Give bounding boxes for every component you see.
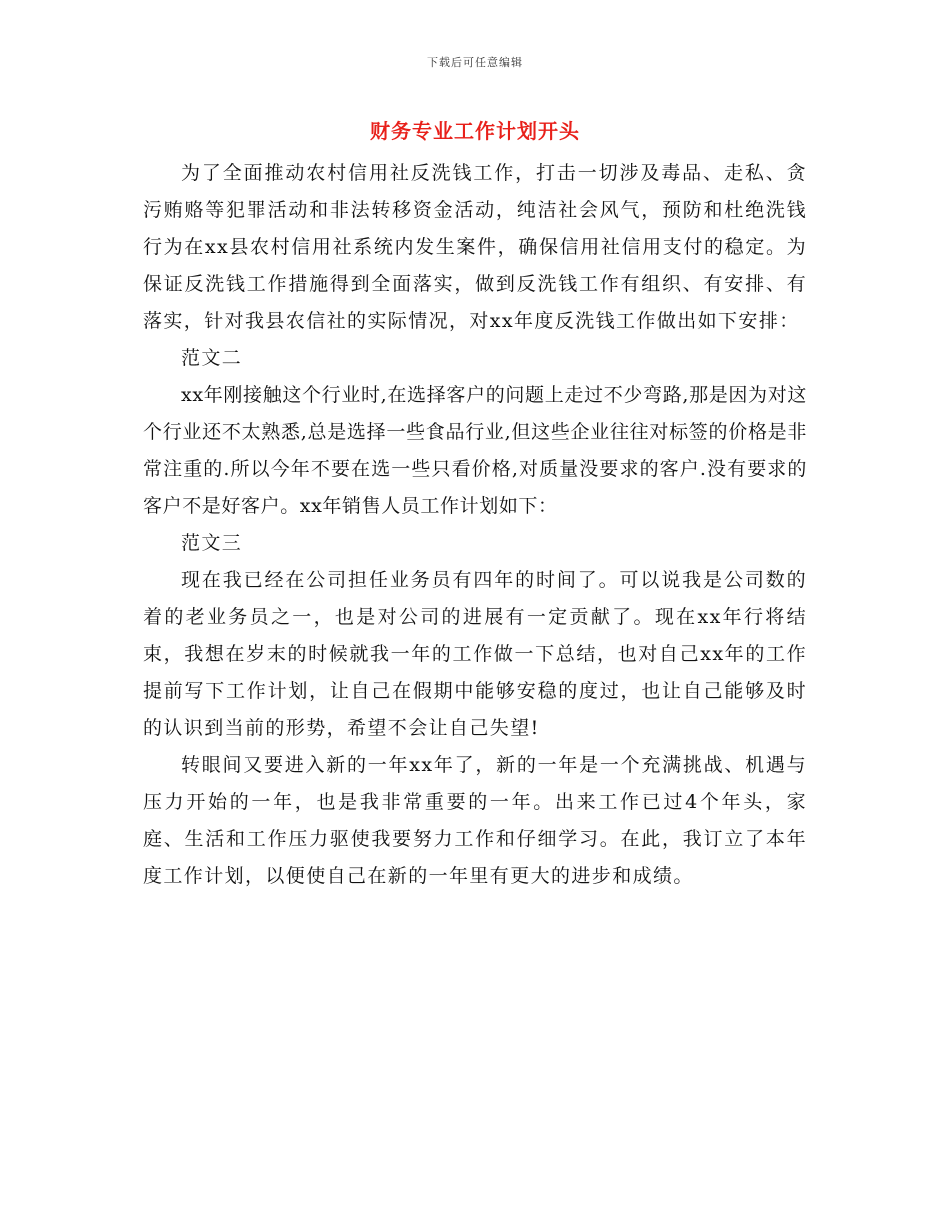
page-header-note: 下载后可任意编辑 — [427, 56, 523, 69]
section-label-3: 范文三 — [181, 532, 243, 554]
paragraph-intro: 为了全面推动农村信用社反洗钱工作，打击一切涉及毒品、走私、贪污贿赂等犯罪活动和非法转移资金活动，纯洁社会风气，预防和杜绝洗钱行为在xx县农村信用社系统内发生案件，确保信用社信用支付的稳定。为保证反洗钱工作措施得到全面落实，做到反洗钱工作有组织、有安排、有落实，针对我县农信社的实际情况，对xx年度反洗钱工作做出如下安排： — [143, 162, 807, 332]
paragraph-sample-3: 现在我已经在公司担任业务员有四年的时间了。可以说我是公司数的着的老业务员之一，也是对公司的进展有一定贡献了。现在xx年行将结束，我想在岁末的时候就我一年的工作做一下总结，也对自己xx年的工作提前写下工作计划，让自己在假期中能够安稳的度过，也让自己能够及时的认识到当前的形势，希望不会让自己失望! — [143, 569, 807, 739]
document-body — [143, 155, 807, 895]
document-title: 财务专业工作计划开头 — [370, 119, 580, 143]
paragraph-sample-3-continued: 转眼间又要进入新的一年xx年了，新的一年是一个充满挑战、机遇与压力开始的一年，也是我非常重要的一年。出来工作已过4个年头，家庭、生活和工作压力驱使我要努力工作和仔细学习。在此，我订立了本年度工作计划，以便使自己在新的一年里有更大的进步和成绩。 — [143, 754, 807, 887]
section-label-2: 范文二 — [181, 347, 243, 369]
paragraph-sample-2: xx年刚接触这个行业时,在选择客户的问题上走过不少弯路,那是因为对这个行业还不太熟悉,总是选择一些食品行业,但这些企业往往对标签的价格是非常注重的.所以今年不要在选一些只看价格,对质量没要求的客户.没有要求的客户不是好客户。xx年销售人员工作计划如下： — [143, 384, 807, 517]
